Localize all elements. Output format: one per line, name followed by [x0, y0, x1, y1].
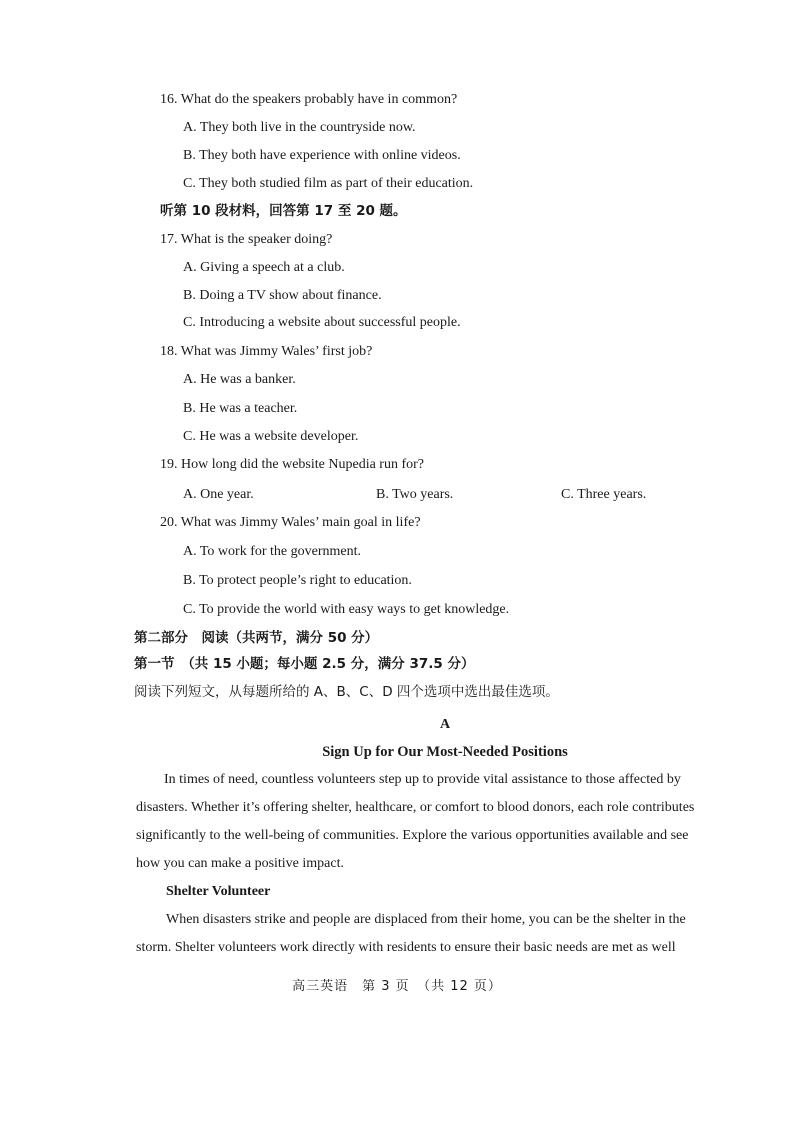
part-two-title: 第二部分 阅读（共两节，满分 50 分） [134, 630, 379, 646]
question-20-option-b: B. To protect people’s right to education. [183, 573, 412, 588]
question-18-option-a: A. He was a banker. [183, 372, 296, 387]
question-19-option-a: A. One year. [183, 487, 254, 502]
passage-title: Sign Up for Our Most-Needed Positions [322, 744, 568, 760]
question-19-stem: 19. How long did the website Nupedia run for? [160, 457, 424, 472]
section-one-title: 第一节 （共 15 小题；每小题 2.5 分，满分 37.5 分） [134, 656, 475, 672]
passage-intro-line-2: disasters. Whether it’s offering shelter, healthcare, or comfort to blood donors, each role contributes [136, 800, 695, 815]
question-17-stem: 17. What is the speaker doing? [160, 232, 333, 247]
passage-intro-line-4: how you can make a positive impact. [136, 856, 344, 871]
question-16-option-c: C. They both studied film as part of their education. [183, 176, 474, 191]
question-20-option-a: A. To work for the government. [183, 544, 362, 559]
question-18-option-c: C. He was a website developer. [183, 429, 359, 444]
passage-label: A [439, 717, 451, 732]
question-19-option-c: C. Three years. [561, 487, 647, 502]
listening-instruction: 听第 10 段材料，回答第 17 至 20 题。 [160, 203, 407, 219]
question-19-option-b: B. Two years. [376, 487, 454, 502]
question-18-option-b: B. He was a teacher. [183, 401, 298, 416]
question-17-option-a: A. Giving a speech at a club. [183, 260, 345, 275]
page-footer: 高三英语 第 3 页 （共 12 页） [292, 979, 502, 994]
section-one-instruction: 阅读下列短文，从每题所给的 A、B、C、D 四个选项中选出最佳选项。 [134, 684, 559, 700]
passage-intro-line-1: In times of need, countless volunteers step up to provide vital assistance to those affected by [164, 772, 681, 787]
question-18-stem: 18. What was Jimmy Wales’ first job? [160, 344, 373, 359]
shelter-line-1: When disasters strike and people are displaced from their home, you can be the shelter in the [166, 912, 686, 927]
question-17-option-b: B. Doing a TV show about finance. [183, 288, 382, 303]
question-20-stem: 20. What was Jimmy Wales’ main goal in life? [160, 515, 421, 530]
question-20-option-c: C. To provide the world with easy ways to get knowledge. [183, 602, 510, 617]
passage-intro-line-3: significantly to the well-being of communities. Explore the various opportunities available and see [136, 828, 689, 843]
question-17-option-c: C. Introducing a website about successful people. [183, 315, 461, 330]
question-16-option-a: A. They both live in the countryside now. [183, 120, 416, 135]
passage-subheading: Shelter Volunteer [166, 884, 271, 899]
shelter-line-2: storm. Shelter volunteers work directly with residents to ensure their basic needs are met as well [136, 940, 676, 955]
question-16-option-b: B. They both have experience with online videos. [183, 148, 461, 163]
question-16-stem: 16. What do the speakers probably have in common? [160, 92, 458, 107]
